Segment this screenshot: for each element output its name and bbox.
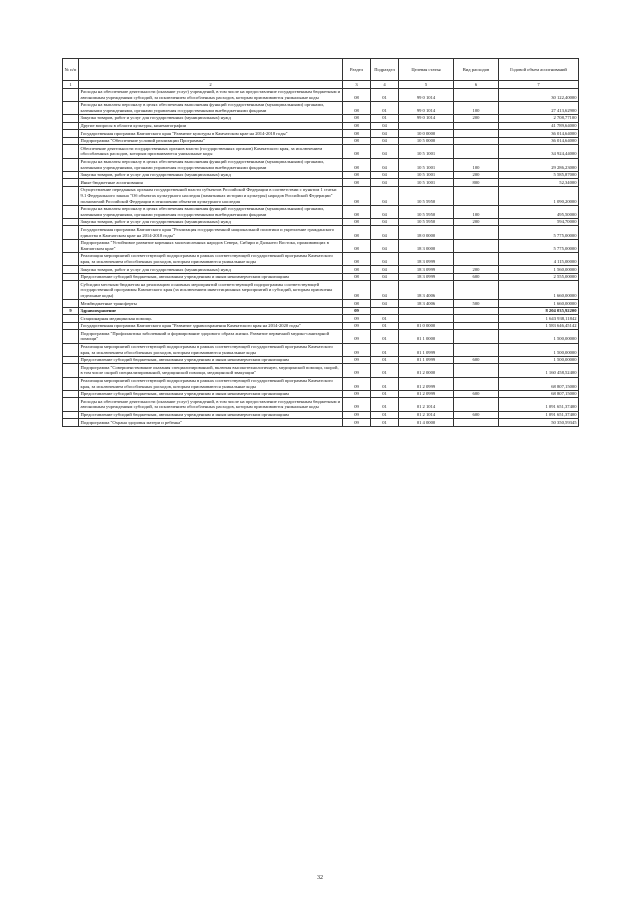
row-amount: 1 160 458,52400	[499, 364, 579, 377]
table-row	[63, 266, 579, 274]
row-amount: 5 585,87000	[499, 171, 579, 179]
row-amount: 8 204 035,92200	[499, 307, 579, 315]
row-article: 01 2 1014	[399, 398, 454, 411]
row-amount: 1 091 651,37400	[499, 411, 579, 419]
row-expense-type: 200	[454, 171, 499, 179]
table-row	[63, 122, 579, 130]
table-row	[63, 171, 579, 179]
row-subsection: 04	[371, 226, 399, 239]
row-expense-type	[454, 252, 499, 265]
row-subsection: 01	[371, 88, 399, 101]
row-subsection: 01	[371, 364, 399, 377]
row-amount: 30 122,40000	[499, 88, 579, 101]
row-section: 09	[343, 356, 371, 364]
row-amount: 27 413,62900	[499, 101, 579, 114]
row-article: 10 5 5950	[399, 205, 454, 218]
row-section: 08	[343, 145, 371, 158]
row-article: 01 2 0999	[399, 377, 454, 390]
row-article: 10 5 5950	[399, 186, 454, 205]
row-subsection: 04	[371, 179, 399, 187]
header-expense: Вид расходов	[454, 59, 499, 81]
table-row	[63, 315, 579, 323]
table-row	[63, 364, 579, 377]
row-amount: 1 090,20000	[499, 186, 579, 205]
table-row	[63, 377, 579, 390]
row-section: 08	[343, 218, 371, 226]
row-subsection: 04	[371, 122, 399, 130]
row-name: Подпрограмма "Профилактика заболеваний и формирование здорового образа жизни. Развитие первичной медико-санитарной помощи"	[79, 330, 343, 343]
row-section: 08	[343, 130, 371, 138]
row-name: Закупка товаров, работ и услуг для государственных (муниципальных) нужд	[79, 171, 343, 179]
row-name: Подпрограмма "Обеспечение условий реализации Программы"	[79, 137, 343, 145]
row-subsection: 01	[371, 411, 399, 419]
row-number	[63, 101, 79, 114]
row-section: 08	[343, 281, 371, 300]
row-article: 18 0 0000	[399, 226, 454, 239]
row-subsection: 04	[371, 130, 399, 138]
row-amount: 4 115,00000	[499, 252, 579, 265]
row-name: Расходы на выплаты персоналу в целях обеспечения выполнения функций государственными (муниципальными) органами, казенными учреждениями, органами управления государственными внебюджетными фондами	[79, 101, 343, 114]
row-section: 09	[343, 315, 371, 323]
row-section: 09	[343, 364, 371, 377]
column-index: 4	[371, 81, 399, 89]
column-index: 2	[79, 81, 343, 89]
row-subsection: 04	[371, 300, 399, 308]
row-name: Закупка товаров, работ и услуг для государственных (муниципальных) нужд	[79, 266, 343, 274]
table-row	[63, 300, 579, 308]
row-subsection: 01	[371, 114, 399, 122]
row-name: Закупка товаров, работ и услуг для государственных (муниципальных) нужд	[79, 114, 343, 122]
table-row	[63, 179, 579, 187]
row-subsection: 01	[371, 390, 399, 398]
row-number	[63, 137, 79, 145]
row-number	[63, 330, 79, 343]
row-number	[63, 315, 79, 323]
row-name: Подпрограмма "Устойчивое развитие коренных малочисленных народов Севера, Сибири и Дальнего Востока, проживающих в Камчатском крае"	[79, 239, 343, 252]
row-expense-type: 100	[454, 101, 499, 114]
row-number	[63, 398, 79, 411]
table-row	[63, 307, 579, 315]
budget-table	[62, 58, 579, 427]
row-expense-type: 600	[454, 390, 499, 398]
row-name: Реализация мероприятий соответствующей подпрограммы в рамках соответствующей государственной программы Камчатского края, за исключением обособленных расходов, которым присваиваются уникальные коды	[79, 377, 343, 390]
row-subsection: 04	[371, 266, 399, 274]
page-number: 32	[317, 875, 323, 881]
row-name: Государственная программа Камчатского края "Развитие культуры в Камчатском крае на 2014-2018 годы"	[79, 130, 343, 138]
row-section: 08	[343, 158, 371, 171]
row-name: Стационарная медицинская помощь	[79, 315, 343, 323]
row-name: Межбюджетные трансферты	[79, 300, 343, 308]
row-subsection: 04	[371, 171, 399, 179]
row-number	[63, 377, 79, 390]
row-article: 01 2 0000	[399, 364, 454, 377]
table-row	[63, 137, 579, 145]
row-number	[63, 171, 79, 179]
row-name: Подпрограмма "Совершенствование оказания специализированной, включая высокотехнологичную, медицинской помощи, скорой, в том числе скорой специализированной, медицинской помощи, медицинской эвакуации"	[79, 364, 343, 377]
row-amount: 36 014,64000	[499, 137, 579, 145]
row-article: 99 0 1014	[399, 88, 454, 101]
row-subsection: 01	[371, 101, 399, 114]
row-amount: 29 286,23000	[499, 158, 579, 171]
row-article: 18 3 0999	[399, 266, 454, 274]
column-index: 5	[399, 81, 454, 89]
row-article: 01 1 0999	[399, 356, 454, 364]
row-article: 01 2 1014	[399, 411, 454, 419]
row-expense-type	[454, 364, 499, 377]
row-article: 99 0 1014	[399, 101, 454, 114]
table-row	[63, 101, 579, 114]
row-section: 08	[343, 252, 371, 265]
row-article: 18 3 0999	[399, 273, 454, 281]
row-expense-type	[454, 419, 499, 427]
table-row	[63, 218, 579, 226]
row-article: 10 0 0000	[399, 130, 454, 138]
row-subsection: 04	[371, 281, 399, 300]
row-expense-type: 600	[454, 273, 499, 281]
row-expense-type: 100	[454, 158, 499, 171]
row-section: 08	[343, 226, 371, 239]
row-number	[63, 390, 79, 398]
row-subsection: 04	[371, 273, 399, 281]
row-article: 10 5 5950	[399, 218, 454, 226]
row-number	[63, 114, 79, 122]
row-section: 08	[343, 114, 371, 122]
row-article: 01 1 0999	[399, 343, 454, 356]
row-amount: 594,70000	[499, 218, 579, 226]
row-article: 10 5 1001	[399, 158, 454, 171]
row-number	[63, 130, 79, 138]
row-expense-type	[454, 137, 499, 145]
column-index: 7	[499, 81, 579, 89]
row-expense-type: 100	[454, 205, 499, 218]
row-number	[63, 186, 79, 205]
row-subsection: 04	[371, 205, 399, 218]
row-number	[63, 179, 79, 187]
budget-table-container	[62, 58, 578, 427]
row-section: 09	[343, 398, 371, 411]
table-row	[63, 273, 579, 281]
row-section: 08	[343, 266, 371, 274]
row-article: 18 3 0999	[399, 252, 454, 265]
row-subsection	[371, 307, 399, 315]
row-name: Иные бюджетные ассигнования	[79, 179, 343, 187]
table-body	[63, 88, 579, 426]
table-row	[63, 390, 579, 398]
row-amount: 2 555,00000	[499, 273, 579, 281]
table-row	[63, 419, 579, 427]
table-row	[63, 205, 579, 218]
row-section: 08	[343, 122, 371, 130]
row-number	[63, 145, 79, 158]
table-row	[63, 186, 579, 205]
row-amount: 34 924,44000	[499, 145, 579, 158]
row-expense-type	[454, 122, 499, 130]
row-subsection: 04	[371, 158, 399, 171]
row-subsection: 01	[371, 315, 399, 323]
row-amount: 50 350,59345	[499, 419, 579, 427]
row-number	[63, 419, 79, 427]
column-index-row	[63, 81, 579, 89]
row-name: Осуществление переданных органам государственной власти субъектов Российской Федерации в соответствии с пунктом 1 статьи 9.1 Федерального закона "Об объектах культурного наследия (памятниках истории и культуры) народов Российской Федерации" полномочий Российской Федерации в отношении объектов культурного наследия	[79, 186, 343, 205]
header-article: Целевая статья	[399, 59, 454, 81]
row-subsection: 04	[371, 145, 399, 158]
row-subsection: 01	[371, 377, 399, 390]
row-expense-type	[454, 307, 499, 315]
row-number	[63, 343, 79, 356]
row-subsection: 04	[371, 186, 399, 205]
row-article: 10 5 1001	[399, 145, 454, 158]
row-article: 18 3 4006	[399, 281, 454, 300]
row-name: Предоставление субсидий бюджетным, автономным учреждениям и иным некоммерческим организациям	[79, 411, 343, 419]
row-name: Предоставление субсидий бюджетным, автономным учреждениям и иным некоммерческим организациям	[79, 356, 343, 364]
table-row	[63, 239, 579, 252]
row-expense-type: 500	[454, 300, 499, 308]
row-amount: 5 775,00000	[499, 226, 579, 239]
row-amount: 1 091 651,37400	[499, 398, 579, 411]
row-expense-type: 200	[454, 266, 499, 274]
table-row	[63, 158, 579, 171]
row-number	[63, 266, 79, 274]
row-expense-type	[454, 330, 499, 343]
row-subsection: 01	[371, 322, 399, 330]
row-section: 09	[343, 343, 371, 356]
row-name: Закупка товаров, работ и услуг для государственных (муниципальных) нужд	[79, 218, 343, 226]
row-subsection: 04	[371, 252, 399, 265]
row-expense-type: 200	[454, 114, 499, 122]
row-article	[399, 315, 454, 323]
row-amount: 52,34000	[499, 179, 579, 187]
row-article: 01 2 0999	[399, 390, 454, 398]
header-name	[79, 59, 343, 81]
row-number	[63, 356, 79, 364]
row-number	[63, 273, 79, 281]
row-number: 9	[63, 307, 79, 315]
row-name: Реализация мероприятий соответствующей подпрограммы в рамках соответствующей государственной программы Камчатского края, за исключением обособленных расходов, которым присваиваются уникальные коды	[79, 343, 343, 356]
row-number	[63, 411, 79, 419]
row-section: 08	[343, 300, 371, 308]
row-number	[63, 218, 79, 226]
row-article: 01 1 0000	[399, 330, 454, 343]
row-expense-type: 600	[454, 411, 499, 419]
row-expense-type	[454, 398, 499, 411]
table-row	[63, 398, 579, 411]
table-row	[63, 343, 579, 356]
row-section: 09	[343, 377, 371, 390]
row-expense-type	[454, 343, 499, 356]
row-subsection: 04	[371, 239, 399, 252]
table-row	[63, 130, 579, 138]
row-section: 08	[343, 88, 371, 101]
row-amount: 5 775,00000	[499, 239, 579, 252]
table-row	[63, 330, 579, 343]
row-amount: 1 583 646,45142	[499, 322, 579, 330]
row-number	[63, 281, 79, 300]
row-section: 08	[343, 186, 371, 205]
row-section: 08	[343, 179, 371, 187]
row-number	[63, 158, 79, 171]
row-number	[63, 205, 79, 218]
row-section: 09	[343, 390, 371, 398]
row-name: Подпрограмма "Охрана здоровья матери и ребенка"	[79, 419, 343, 427]
table-row	[63, 226, 579, 239]
row-amount: 68 807,15000	[499, 377, 579, 390]
row-name: Государственная программа Камчатского края "Реализация государственной национальной политики и укрепление гражданского единства в Камчатском крае на 2014-2018 годы"	[79, 226, 343, 239]
row-article: 10 5 1001	[399, 171, 454, 179]
row-amount: 68 807,15000	[499, 390, 579, 398]
header-volume: Годовой объем ассигнований	[499, 59, 579, 81]
row-expense-type: 800	[454, 179, 499, 187]
row-number	[63, 88, 79, 101]
row-number	[63, 300, 79, 308]
row-name: Здравоохранение	[79, 307, 343, 315]
row-number	[63, 122, 79, 130]
row-amount: 1 500,00000	[499, 330, 579, 343]
row-article: 18 3 0000	[399, 239, 454, 252]
row-number	[63, 322, 79, 330]
table-row	[63, 411, 579, 419]
header-section: Раздел	[343, 59, 371, 81]
row-section: 08	[343, 205, 371, 218]
row-subsection: 01	[371, 343, 399, 356]
table-row	[63, 88, 579, 101]
row-expense-type	[454, 239, 499, 252]
header-subsection: Подраздел	[371, 59, 399, 81]
row-section: 09	[343, 411, 371, 419]
row-expense-type	[454, 186, 499, 205]
row-article	[399, 122, 454, 130]
row-amount: 1 660,00000	[499, 300, 579, 308]
row-number	[63, 226, 79, 239]
row-article: 99 0 1014	[399, 114, 454, 122]
row-expense-type	[454, 377, 499, 390]
row-subsection: 04	[371, 218, 399, 226]
row-name: Расходы на выплаты персоналу в целях обеспечения выполнения функций государственными (муниципальными) органами, казенными учреждениями, органами управления государственными внебюджетными фондами	[79, 158, 343, 171]
row-expense-type	[454, 315, 499, 323]
row-expense-type	[454, 322, 499, 330]
row-section: 08	[343, 239, 371, 252]
row-article	[399, 307, 454, 315]
row-subsection: 01	[371, 330, 399, 343]
row-number	[63, 364, 79, 377]
row-expense-type	[454, 88, 499, 101]
table-row	[63, 114, 579, 122]
row-name: Предоставление субсидий бюджетным, автономным учреждениям и иным некоммерческим организациям	[79, 273, 343, 281]
row-amount: 1 660,00000	[499, 281, 579, 300]
row-article: 10 5 1001	[399, 179, 454, 187]
row-amount: 1 643 938,11842	[499, 315, 579, 323]
row-expense-type	[454, 226, 499, 239]
row-amount: 36 014,64000	[499, 130, 579, 138]
row-expense-type: 600	[454, 356, 499, 364]
row-subsection: 01	[371, 398, 399, 411]
row-amount: 41 789,64000	[499, 122, 579, 130]
row-name: Субсидии местным бюджетам на реализацию основных мероприятий соответствующей подпрограммы соответствующей государственной программы Камчатского края (за исключением инвестиционных мероприятий и субсидий, которым присвоены отдельные коды)	[79, 281, 343, 300]
row-article: 01 0 0000	[399, 322, 454, 330]
row-subsection: 01	[371, 419, 399, 427]
table-row	[63, 252, 579, 265]
row-subsection: 01	[371, 356, 399, 364]
header-num: № п/п	[63, 59, 79, 81]
table-row	[63, 145, 579, 158]
column-index: 3	[343, 81, 371, 89]
row-section: 09	[343, 330, 371, 343]
row-name: Расходы на обеспечение деятельности (оказание услуг) учреждений, в том числе на предоставление государственным бюджетным и автономным учреждениям субсидий, за исключением обособленных расходов, которым присваиваются уникальные коды	[79, 398, 343, 411]
row-number	[63, 252, 79, 265]
row-amount: 1 500,00000	[499, 343, 579, 356]
header-row	[63, 59, 579, 81]
row-number	[63, 239, 79, 252]
row-article: 10 5 0000	[399, 137, 454, 145]
row-section: 08	[343, 137, 371, 145]
table-row	[63, 281, 579, 300]
row-expense-type	[454, 145, 499, 158]
row-name: Расходы на обеспечение деятельности (оказание услуг) учреждений, в том числе на предоставление государственным бюджетным и автономным учреждениям субсидий, за исключением обособленных расходов, которым присваиваются уникальные коды	[79, 88, 343, 101]
row-name: Расходы на выплаты персоналу в целях обеспечения выполнения функций государственными (муниципальными) органами, казенными учреждениями, органами управления государственными внебюджетными фондами	[79, 205, 343, 218]
row-section: 09	[343, 322, 371, 330]
row-name: Реализация мероприятий соответствующей подпрограммы в рамках соответствующей государственной программы Камчатского края, за исключением обособленных расходов, которым присваиваются уникальные коды	[79, 252, 343, 265]
row-amount: 2 708,77100	[499, 114, 579, 122]
row-expense-type	[454, 281, 499, 300]
row-name: Государственная программа Камчатского края "Развитие здравоохранения Камчатского края на 2014-2020 годы"	[79, 322, 343, 330]
row-expense-type: 200	[454, 218, 499, 226]
row-amount: 495,50000	[499, 205, 579, 218]
table-row	[63, 322, 579, 330]
row-subsection: 04	[371, 137, 399, 145]
column-index: 6	[454, 81, 499, 89]
row-section: 09	[343, 419, 371, 427]
row-amount: 1 500,00000	[499, 356, 579, 364]
row-name: Другие вопросы в области культуры, кинематографии	[79, 122, 343, 130]
row-section: 08	[343, 273, 371, 281]
row-article: 18 3 4006	[399, 300, 454, 308]
row-section: 08	[343, 101, 371, 114]
row-section: 08	[343, 171, 371, 179]
table-row	[63, 356, 579, 364]
row-article: 01 4 0000	[399, 419, 454, 427]
column-index: 1	[63, 81, 79, 89]
row-expense-type	[454, 130, 499, 138]
row-name: Обеспечение деятельности государственных органов власти (государственных органов) Камчатского края, за исключением обособленных расходов, которым присваиваются уникальные коды	[79, 145, 343, 158]
row-section: 09	[343, 307, 371, 315]
row-amount: 1 560,00000	[499, 266, 579, 274]
row-name: Предоставление субсидий бюджетным, автономным учреждениям и иным некоммерческим организациям	[79, 390, 343, 398]
